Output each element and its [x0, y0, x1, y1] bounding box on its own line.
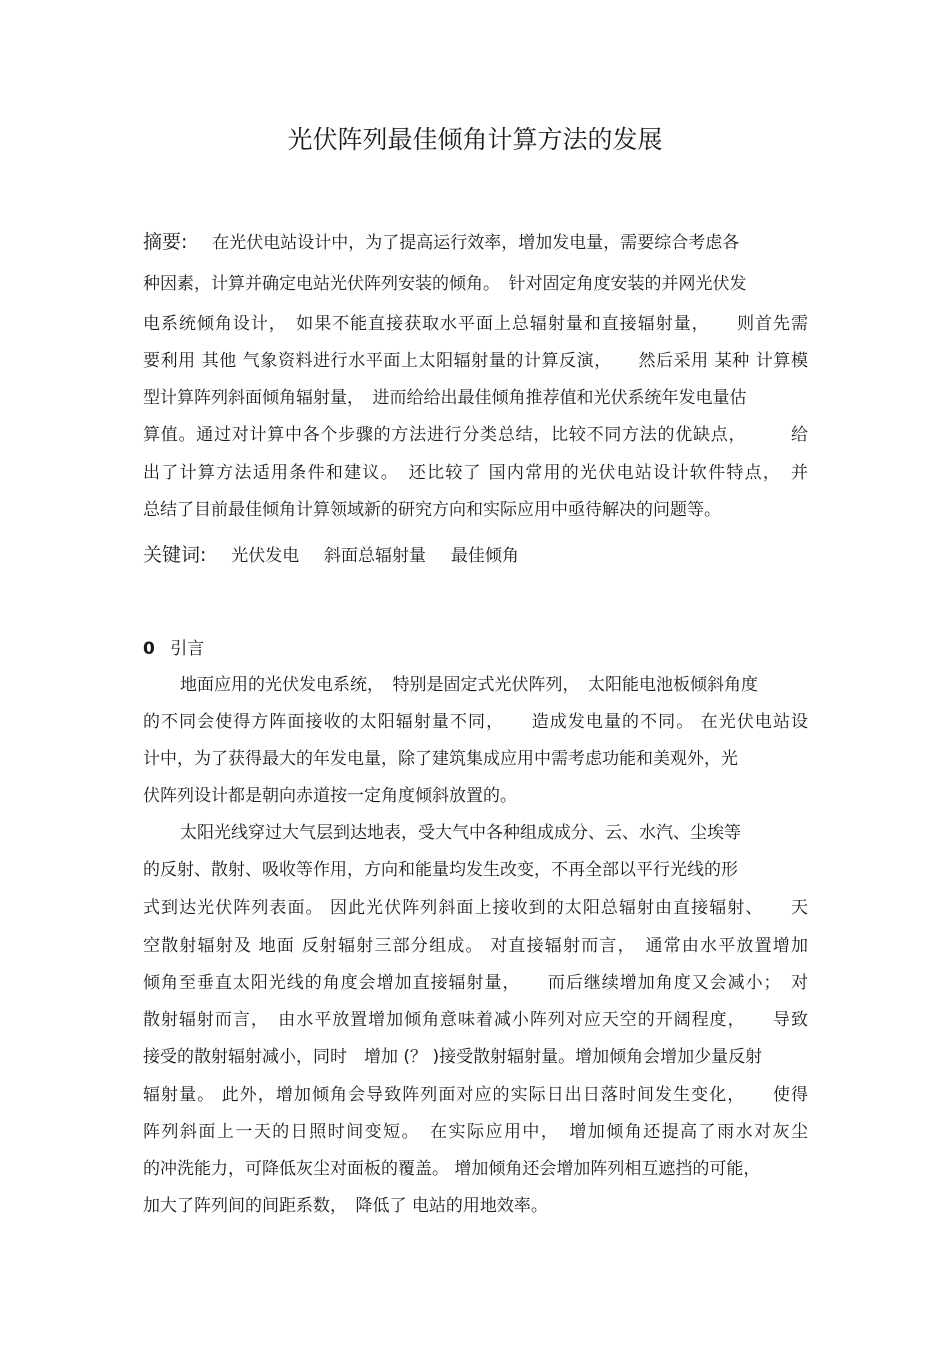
abstract-line: 型计算阵列斜面倾角辐射量， 进而给给出最佳倾角推荐值和光伏系统年发电量估	[143, 388, 747, 408]
paragraph-line: 空散射辐射及 地面 反射辐射三部分组成。 对直接辐射而言， 通常由水平放置增加	[143, 936, 808, 956]
paragraph-line: 的反射、散射、吸收等作用，方向和能量均发生改变，不再全部以平行光线的形	[143, 860, 738, 880]
section-title: 引言	[170, 639, 205, 659]
paragraph-line: 的不同会使得方阵面接收的太阳辐射量不同， 造成发电量的不同。 在光伏电站设	[143, 712, 808, 732]
section-number: 0	[143, 639, 155, 659]
abstract-line: 算值。通过对计算中各个步骤的方法进行分类总结，比较不同方法的优缺点， 给	[143, 425, 808, 445]
abstract-label: 摘要:	[143, 231, 188, 253]
paragraph-line: 阵列斜面上一天的日照时间变短。 在实际应用中， 增加倾角还提高了雨水对灰尘	[143, 1122, 808, 1142]
keywords-label: 关键词:	[143, 544, 207, 566]
paragraph-line: 接受的散射辐射减小，同时 增加 (？ )接受散射辐射量。增加倾角会增加少量反射	[143, 1047, 763, 1067]
paragraph-line: 散射辐射而言， 由水平放置增加倾角意味着减小阵列对应天空的开阔程度， 导致	[143, 1010, 808, 1030]
abstract-first-line	[143, 230, 783, 255]
document-title: 光伏阵列最佳倾角计算方法的发展	[287, 125, 663, 154]
abstract-line: 电系统倾角设计， 如果不能直接获取水平面上总辐射量和直接辐射量， 则首先需	[143, 314, 808, 334]
paragraph-line: 式到达光伏阵列表面。 因此光伏阵列斜面上接收到的太阳总辐射由直接辐射、 天	[143, 898, 808, 918]
section-heading	[143, 637, 808, 661]
keywords-line	[143, 543, 808, 568]
paragraph-line: 伏阵列设计都是朝向赤道按一定角度倾斜放置的。	[143, 786, 517, 806]
abstract-line: 总结了目前最佳倾角计算领域新的研究方向和实际应用中亟待解决的问题等。	[143, 500, 721, 520]
abstract-line: 种因素，计算并确定电站光伏阵列安装的倾角。 针对固定角度安装的并网光伏发	[143, 274, 747, 294]
paragraph-line: 计中，为了获得最大的年发电量，除了建筑集成应用中需考虑功能和美观外，光	[143, 749, 738, 769]
keyword-item: 最佳倾角	[450, 546, 519, 566]
abstract-line: 出了计算方法适用条件和建议。 还比较了 国内常用的光伏电站设计软件特点， 并	[143, 463, 808, 483]
keyword-item: 光伏发电	[231, 546, 300, 566]
abstract-line: 要利用 其他 气象资料进行水平面上太阳辐射量的计算反演， 然后采用 某种 计算模	[143, 351, 808, 371]
paragraph-line: 辐射量。 此外，增加倾角会导致阵列面对应的实际日出日落时间发生变化， 使得	[143, 1085, 808, 1105]
paragraph-line: 倾角至垂直太阳光线的角度会增加直接辐射量， 而后继续增加角度又会减小； 对	[143, 973, 808, 993]
keyword-item: 斜面总辐射量	[324, 546, 427, 566]
paragraph-line: 地面应用的光伏发电系统， 特别是固定式光伏阵列， 太阳能电池板倾斜角度	[180, 675, 758, 695]
abstract-line: 在光伏电站设计中，为了提高运行效率，增加发电量，需要综合考虑各	[212, 233, 740, 253]
paragraph-line: 加大了阵列间的间距系数， 降低了 电站的用地效率。	[143, 1196, 548, 1216]
paragraph-line: 太阳光线穿过大气层到达地表，受大气中各种组成成分、云、水汽、尘埃等	[180, 823, 741, 843]
paragraph-line: 的冲洗能力，可降低灰尘对面板的覆盖。 增加倾角还会增加阵列相互遮挡的可能，	[143, 1159, 761, 1179]
